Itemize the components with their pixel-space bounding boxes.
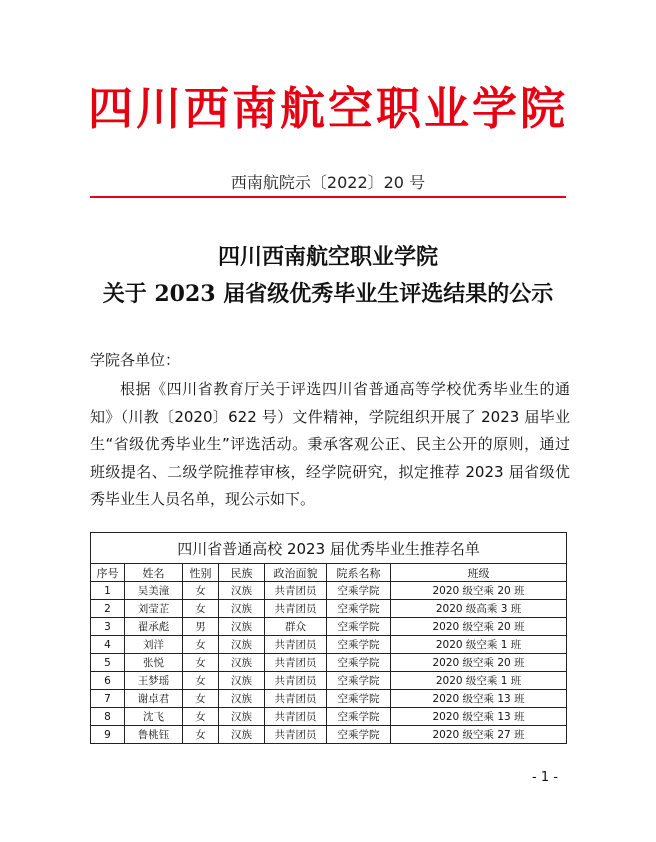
table-cell: 7 <box>91 690 125 708</box>
table-cell: 女 <box>183 672 219 690</box>
column-header: 性别 <box>183 564 219 582</box>
table-cell: 共青团员 <box>265 708 327 726</box>
table-cell: 空乘学院 <box>327 582 391 600</box>
body-paragraph: 根据《四川省教育厅关于评选四川省普通高等学校优秀毕业生的通知》（川教〔2020〕622 号）文件精神，学院组织开展了 2023 届毕业生“省级优秀毕业生”评选活动。秉承客观公正、民主公开的原则，通过班级提名、二级学院推荐审核，经学院研究，拟定推荐 2023 届省级优秀毕业生人员名单，现公示如下。 <box>90 380 570 508</box>
recommendation-table-wrap <box>90 532 566 744</box>
table-cell: 空乘学院 <box>327 654 391 672</box>
table-cell: 汉族 <box>219 636 265 654</box>
table-cell: 汉族 <box>219 726 265 744</box>
table-cell: 空乘学院 <box>327 708 391 726</box>
table-cell: 鲁桃钰 <box>125 726 183 744</box>
table-row <box>91 600 567 618</box>
table-cell: 共青团员 <box>265 672 327 690</box>
table-cell: 汉族 <box>219 654 265 672</box>
red-divider <box>90 196 566 198</box>
table-cell: 9 <box>91 726 125 744</box>
table-cell: 群众 <box>265 618 327 636</box>
table-row <box>91 582 567 600</box>
table-cell: 女 <box>183 636 219 654</box>
column-header: 民族 <box>219 564 265 582</box>
salutation: 学院各单位： <box>90 351 181 369</box>
table-cell: 3 <box>91 618 125 636</box>
table-cell: 共青团员 <box>265 690 327 708</box>
table-cell: 刘莹芷 <box>125 600 183 618</box>
table-cell: 女 <box>183 726 219 744</box>
table-cell: 2 <box>91 600 125 618</box>
table-header-row <box>91 564 567 582</box>
table-cell: 2020 级空乘 13 班 <box>391 690 567 708</box>
column-header: 序号 <box>91 564 125 582</box>
table-cell: 1 <box>91 582 125 600</box>
column-header: 姓名 <box>125 564 183 582</box>
table-cell: 共青团员 <box>265 600 327 618</box>
table-row <box>91 672 567 690</box>
column-header: 班级 <box>391 564 567 582</box>
table-row <box>91 690 567 708</box>
column-header: 院系名称 <box>327 564 391 582</box>
table-cell: 2020 级空乘 1 班 <box>391 672 567 690</box>
table-cell: 共青团员 <box>265 726 327 744</box>
institution-header: 四川西南航空职业学院 <box>87 82 568 135</box>
table-cell: 空乘学院 <box>327 726 391 744</box>
table-cell: 空乘学院 <box>327 600 391 618</box>
table-cell: 8 <box>91 708 125 726</box>
table-cell: 女 <box>183 600 219 618</box>
table-cell: 汉族 <box>219 582 265 600</box>
table-cell: 2020 级高乘 3 班 <box>391 600 567 618</box>
table-row <box>91 726 567 744</box>
table-cell: 王梦瑶 <box>125 672 183 690</box>
table-cell: 女 <box>183 708 219 726</box>
table-cell: 4 <box>91 636 125 654</box>
table-row <box>91 654 567 672</box>
table-cell: 2020 级空乘 20 班 <box>391 618 567 636</box>
table-row <box>91 618 567 636</box>
table-cell: 2020 级空乘 13 班 <box>391 708 567 726</box>
table-cell: 共青团员 <box>265 636 327 654</box>
table-cell: 共青团员 <box>265 582 327 600</box>
table-cell: 共青团员 <box>265 654 327 672</box>
document-number: 西南航院示〔2022〕20 号 <box>230 173 426 192</box>
table-cell: 空乘学院 <box>327 636 391 654</box>
table-cell: 汉族 <box>219 708 265 726</box>
table-cell: 空乘学院 <box>327 618 391 636</box>
table-cell: 2020 级空乘 27 班 <box>391 726 567 744</box>
table-cell: 谢卓君 <box>125 690 183 708</box>
document-title-line2: 关于 2023 届省级优秀毕业生评选结果的公示 <box>102 281 554 307</box>
table-title: 四川省普通高校 2023 届优秀毕业生推荐名单 <box>91 533 567 564</box>
page-number: - 1 - <box>532 770 558 785</box>
document-title-line1: 四川西南航空职业学院 <box>217 244 438 270</box>
table-cell: 翟承彪 <box>125 618 183 636</box>
table-row <box>91 636 567 654</box>
recommendation-table <box>90 532 567 744</box>
table-cell: 女 <box>183 690 219 708</box>
table-cell: 刘洋 <box>125 636 183 654</box>
table-cell: 沈飞 <box>125 708 183 726</box>
table-cell: 吴美潼 <box>125 582 183 600</box>
table-cell: 空乘学院 <box>327 672 391 690</box>
table-cell: 女 <box>183 582 219 600</box>
table-cell: 2020 级空乘 20 班 <box>391 654 567 672</box>
table-cell: 2020 级空乘 1 班 <box>391 636 567 654</box>
table-cell: 2020 级空乘 20 班 <box>391 582 567 600</box>
table-cell: 汉族 <box>219 600 265 618</box>
table-cell: 空乘学院 <box>327 690 391 708</box>
table-cell: 女 <box>183 654 219 672</box>
table-cell: 张悦 <box>125 654 183 672</box>
table-cell: 汉族 <box>219 690 265 708</box>
table-cell: 5 <box>91 654 125 672</box>
table-cell: 男 <box>183 618 219 636</box>
column-header: 政治面貌 <box>265 564 327 582</box>
table-cell: 汉族 <box>219 618 265 636</box>
table-cell: 汉族 <box>219 672 265 690</box>
table-cell: 6 <box>91 672 125 690</box>
table-row <box>91 708 567 726</box>
